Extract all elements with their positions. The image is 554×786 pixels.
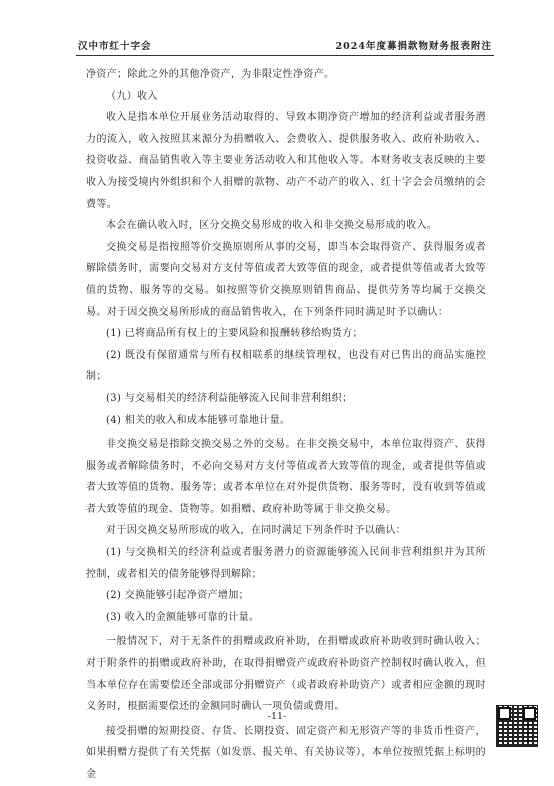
paragraph: 非交换交易是指除交换交易之外的交易。在非交换交易中，本单位取得资产、获得服务或者解除债务时，不必向交易对方支付等值或者大致等值的现金，或者提供等值或者大致等值的货物、服务等；或者本单位在对外提供货物、服务等时，没有收到等值或者大致等值的现金、货物等。如捐赠、政府补助等属于非交换交易。 [86, 439, 486, 515]
document-body [86, 64, 486, 786]
page-number: -11- [267, 711, 287, 722]
list-item: (4) 相关的收入和成本能够可靠地计量。 [106, 414, 291, 426]
list-item: (3) 与交易相关的经济利益能够流入民间非营利组织； [106, 392, 353, 404]
list-item: (1) 已将商品所有权上的主要风险和报酬转移给购货方； [106, 328, 363, 340]
paragraph: 对于因交换交易所形成的收入，在同时满足下列条件时予以确认： [106, 525, 407, 537]
list-item: (2) 既没有保留通常与所有权相联系的继续管理权，也没有对已售出的商品实施控制； [86, 349, 486, 383]
paragraph: 一般情况下，对于无条件的捐赠或政府补助，在捐赠或政府补助收到时确认收入；对于附条件的捐赠或政府补助，在取得捐赠资产或政府补助资产控制权时确认收入，但当本单位存在需要偿还全部或部分捐赠资产（或者政府补助资产）或者相应金额的现时义务时，根据需要偿还的金额同时确认一项负债或费用。 [86, 636, 486, 713]
qr-code-icon [496, 705, 538, 747]
paragraph: 交换交易是指按照等价交换原则所从事的交易，即当本会取得资产、获得服务或者解除债务时，需要向交易对方支付等值或者大致等值的现金，或者提供等值或者大致等值的货物、服务等的交易。如按照等价交换原则销售商品、提供劳务等均属于交换交易。对于因交换交易所形成的商品销售收入，在下列条件同时满足时予以确认： [86, 241, 486, 318]
list-item: (2) 交换能够引起净资产增加； [106, 590, 249, 602]
header-organization: 汉中市红十字会 [78, 41, 152, 52]
list-item: (3) 收入的金额能够可靠的计量。 [106, 611, 260, 623]
header-report-title: 2024年度募捐款物财务报表附注 [335, 41, 492, 52]
section-heading: （九）收入 [106, 90, 158, 102]
paragraph: 本会在确认收入时，区分交换交易形成的收入和非交换交易形成的收入。 [106, 220, 438, 232]
list-item: (1) 与交换相关的经济利益或者服务潜力的资源能够流入民间非营利组织并为其所控制，或者相关的债务能够得到解除； [86, 547, 486, 580]
page-header [76, 33, 494, 56]
paragraph: 接受捐赠的短期投资、存货、长期投资、固定资产和无形资产等的非货币性资产，如果捐赠方提供了有关凭据（如发票、报关单、有关协议等），本单位按照凭据上标明的金 [86, 725, 486, 780]
paragraph: 收入是指本单位开展业务活动取得的、导致本期净资产增加的经济利益或者服务潜力的流入，收入按照其来源分为捐赠收入、会费收入、提供服务收入、政府补助收入、投资收益、商品销售收入等主要业务活动收入和其他收入等。本财务收支表反映的主要收入为接受境内外组织和个人捐赠的款物、动产不动产的收入、红十字会会员缴纳的会费等。 [86, 112, 486, 210]
paragraph: 净资产；除此之外的其他净资产，为非限定性净资产。 [86, 69, 335, 80]
